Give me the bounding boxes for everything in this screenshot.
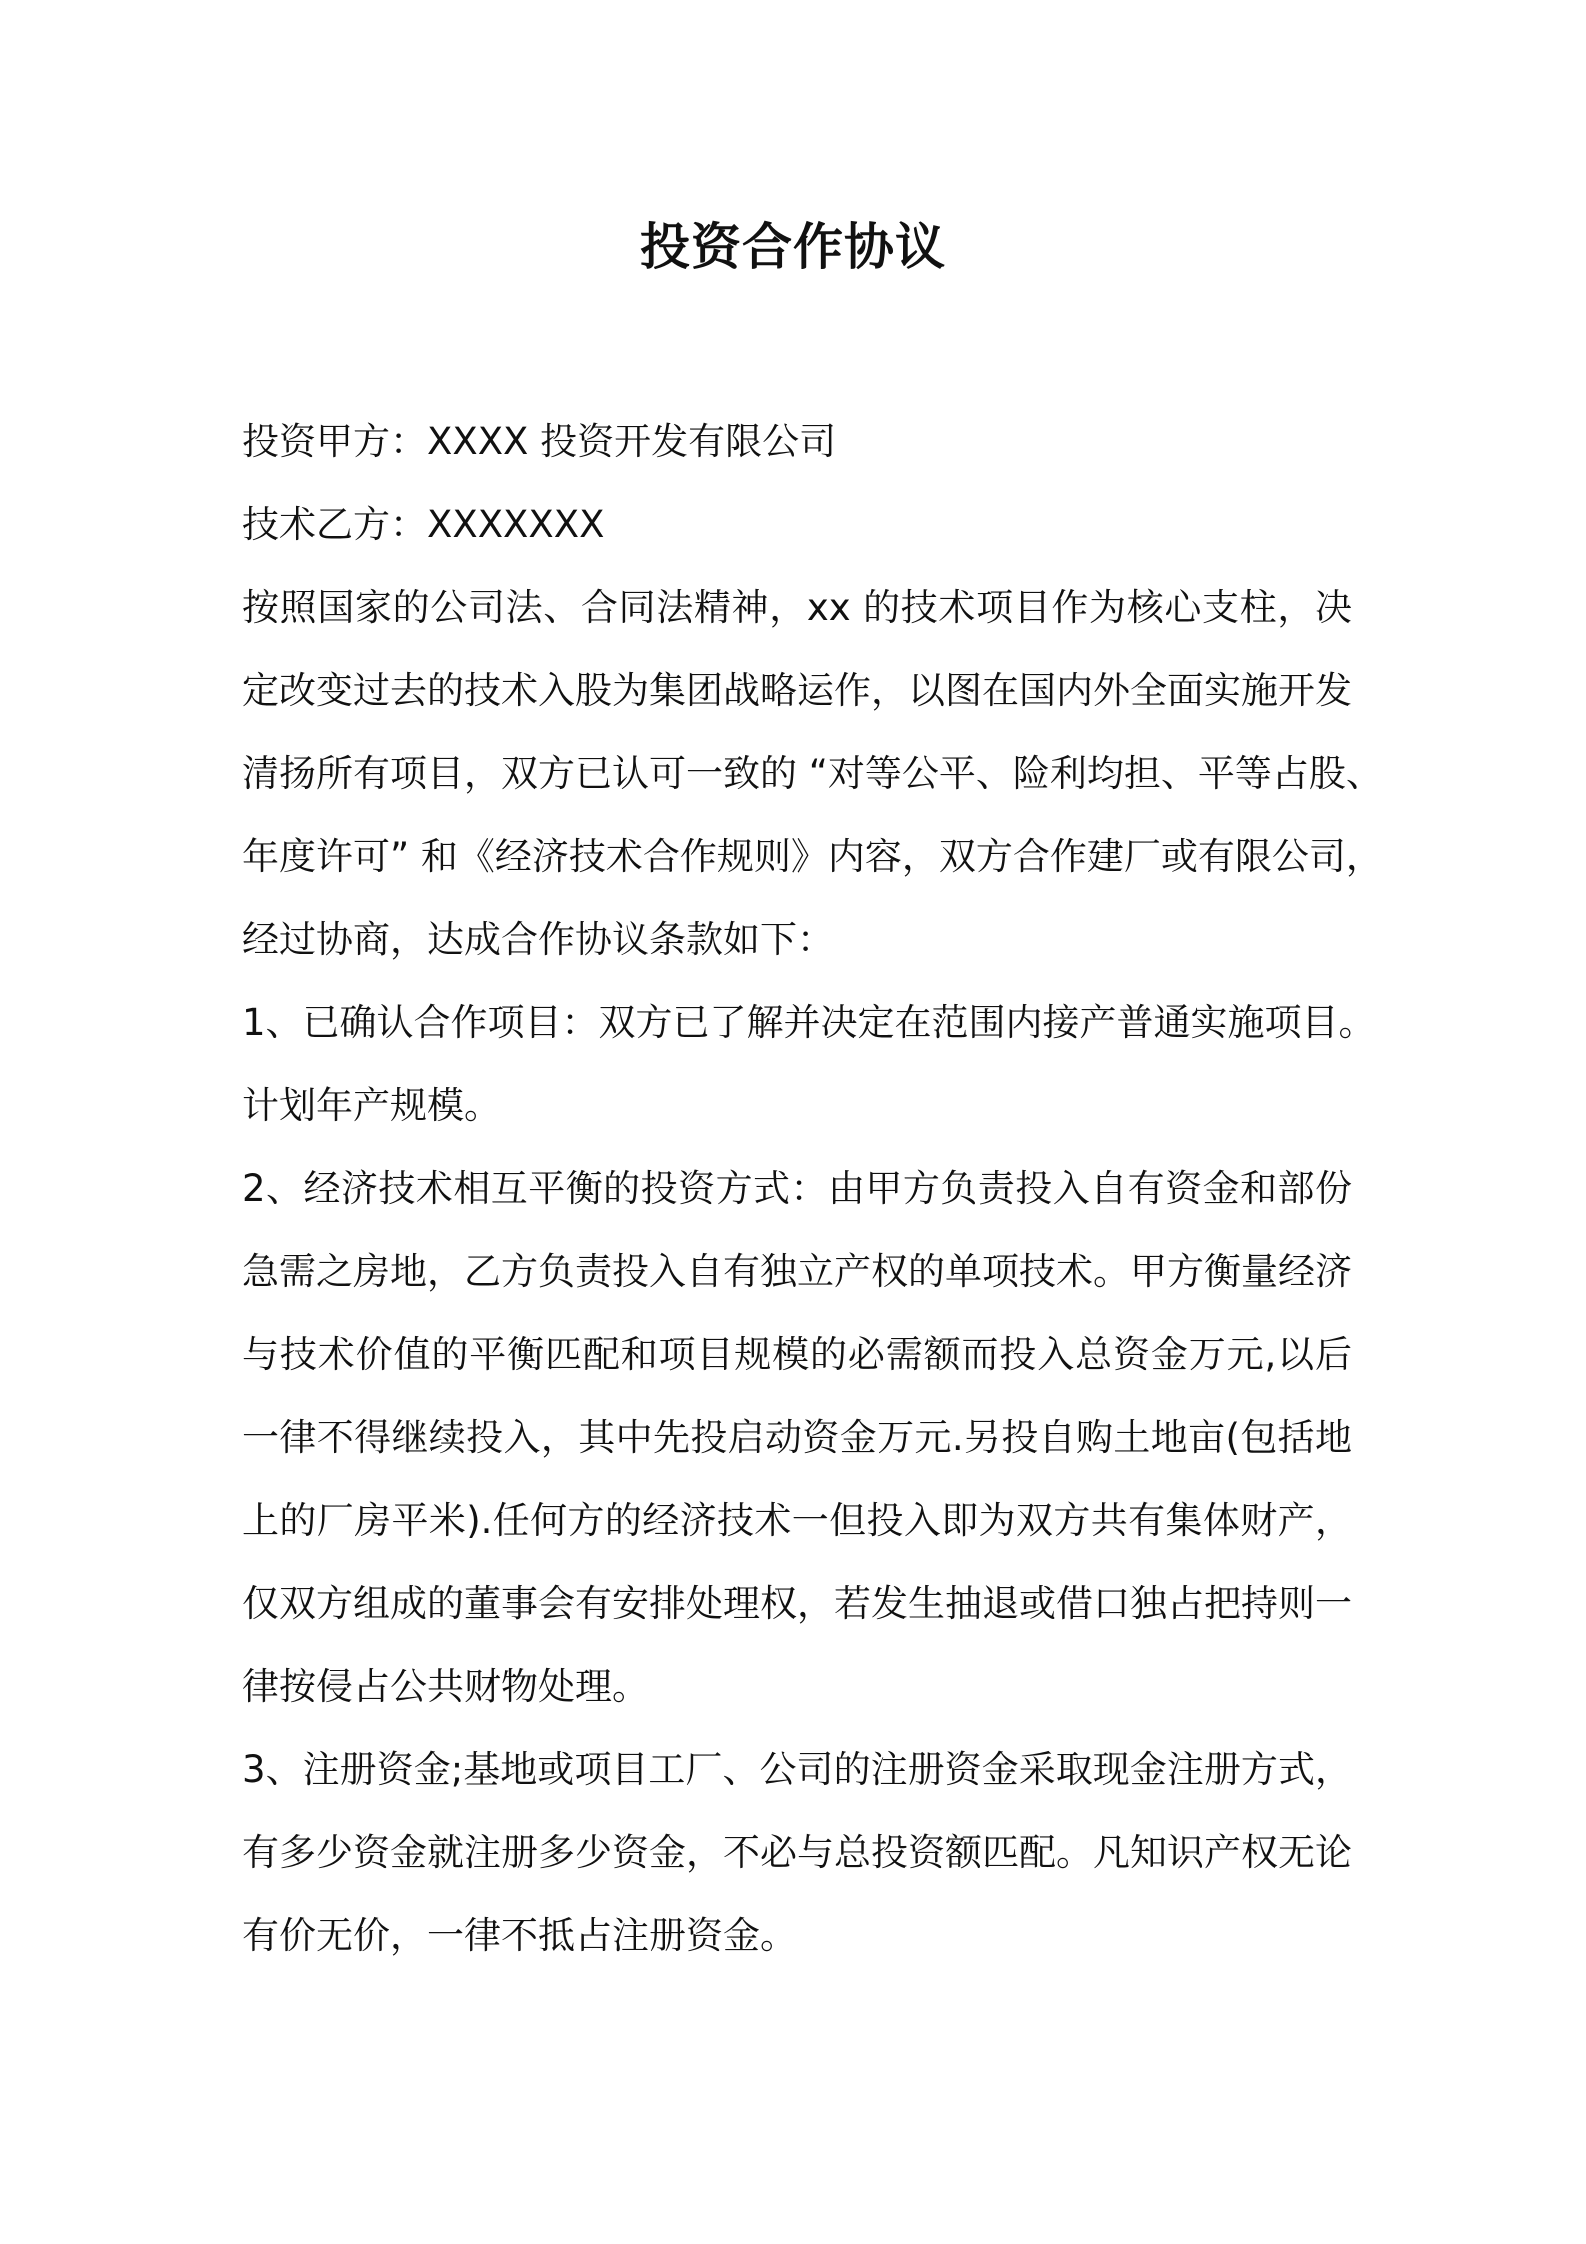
clause-3-line: 有多少资金就注册多少资金，不必与总投资额匹配。凡知识产权无论	[242, 1831, 1352, 1874]
party-a-line: 投资甲方：XXXX 投资开发有限公司	[242, 420, 837, 463]
document-title: 投资合作协议	[640, 218, 946, 276]
clause-1-line: 1、已确认合作项目：双方已了解并决定在范围内接产普通实施项目。	[242, 1001, 1376, 1044]
clause-2-line: 律按侵占公共财物处理。	[242, 1665, 649, 1708]
body-line: 清扬所有项目，双方已认可一致的 “对等公平、险利均担、平等占股、	[242, 752, 1383, 795]
party-b-line: 技术乙方：XXXXXXX	[242, 503, 605, 546]
clause-3-line: 有价无价，一律不抵占注册资金。	[242, 1914, 797, 1957]
clause-2-line: 2、经济技术相互平衡的投资方式：由甲方负责投入自有资金和部份	[242, 1167, 1352, 1210]
body-line: 按照国家的公司法、合同法精神，xx 的技术项目作为核心支柱，决	[242, 586, 1352, 629]
clause-2-line: 上的厂房平米).任何方的经济技术一但投入即为双方共有集体财产，	[242, 1499, 1352, 1542]
clause-2-line: 仅双方组成的董事会有安排处理权，若发生抽退或借口独占把持则一	[242, 1582, 1352, 1625]
body-line: 定改变过去的技术入股为集团战略运作，以图在国内外全面实施开发	[242, 669, 1352, 712]
clause-1-line: 计划年产规模。	[242, 1084, 501, 1127]
body-line: 经过协商，达成合作协议条款如下：	[242, 918, 834, 961]
body-line: 年度许可” 和《经济技术合作规则》内容，双方合作建厂或有限公司，	[242, 835, 1383, 878]
clause-3-line: 3、注册资金;基地或项目工厂、公司的注册资金采取现金注册方式，	[242, 1748, 1352, 1791]
clause-2-line: 与技术价值的平衡匹配和项目规模的必需额而投入总资金万元,以后	[242, 1333, 1352, 1376]
document-body	[242, 400, 1383, 1977]
clause-2-line: 急需之房地，乙方负责投入自有独立产权的单项技术。甲方衡量经济	[242, 1250, 1352, 1293]
clause-2-line: 一律不得继续投入，其中先投启动资金万元.另投自购土地亩(包括地	[242, 1416, 1352, 1459]
